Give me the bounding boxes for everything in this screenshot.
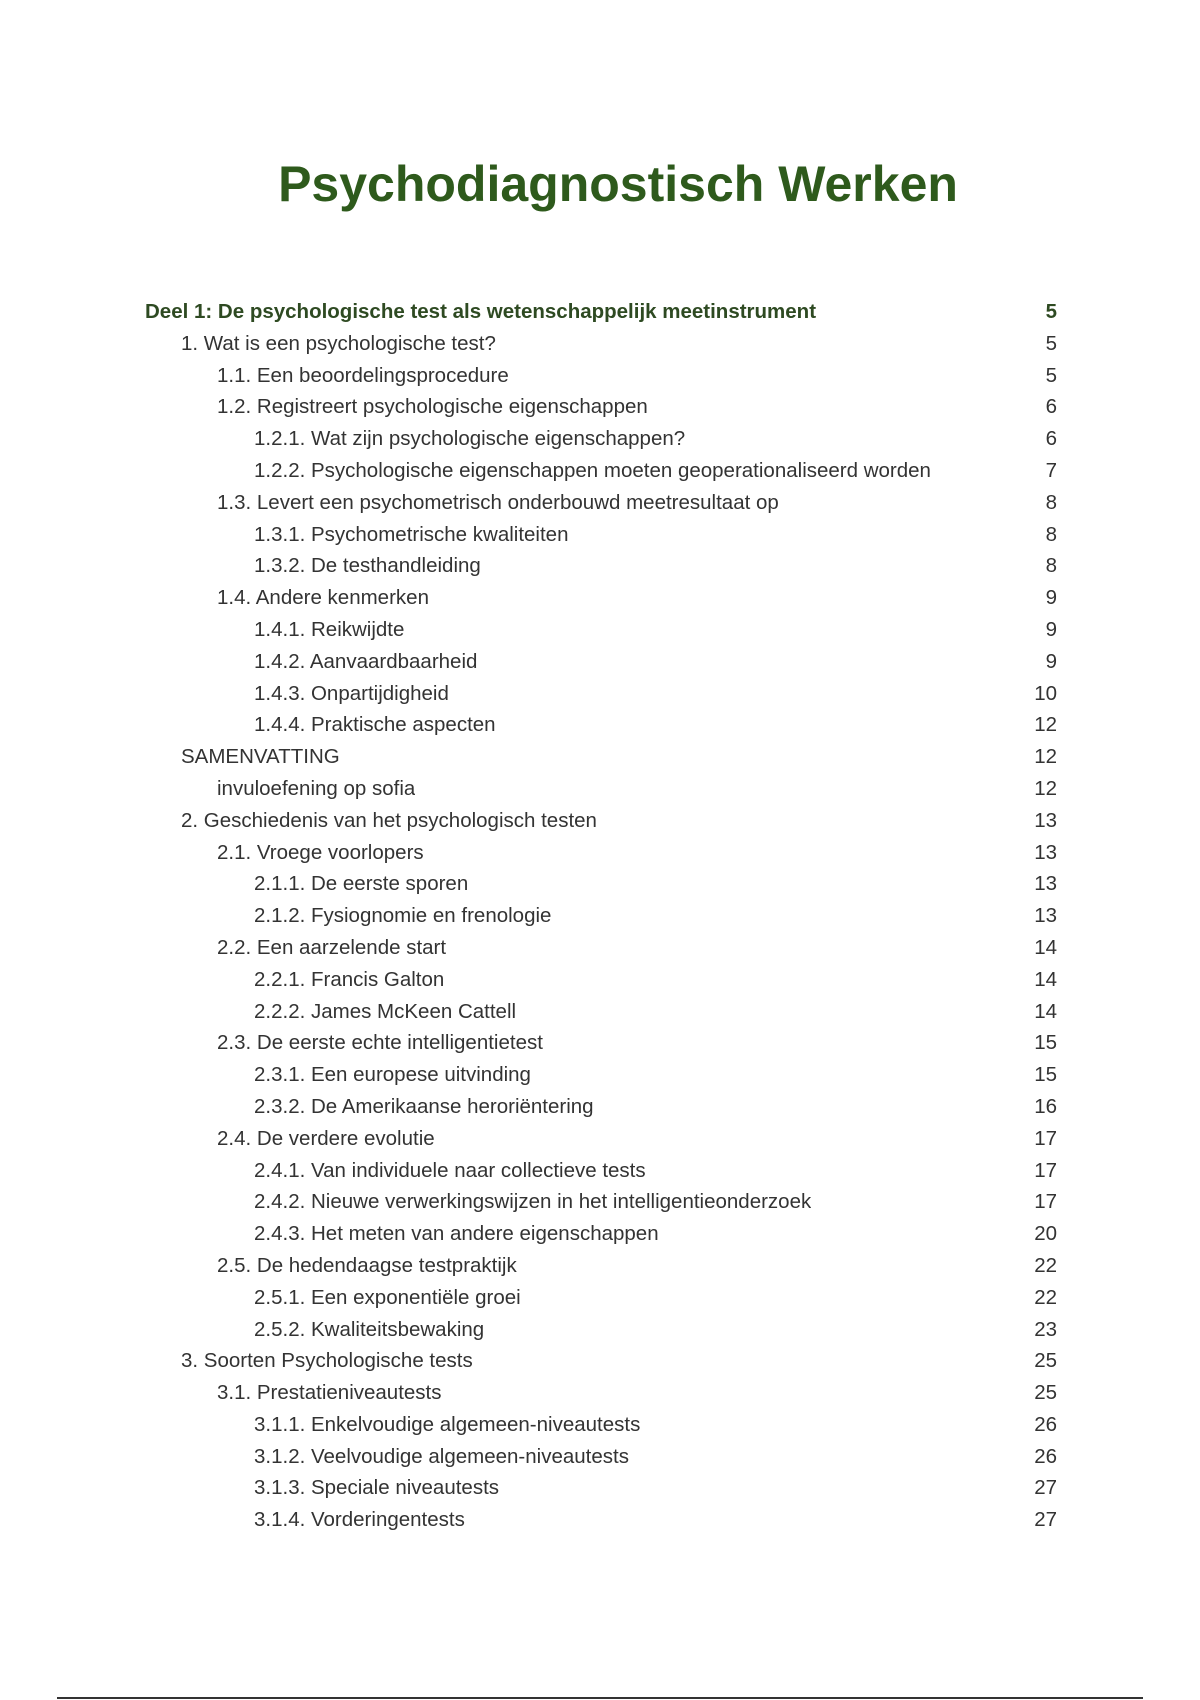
toc-entry[interactable]: [145, 1250, 1057, 1282]
toc-entry-title: 1.1. Een beoordelingsprocedure: [217, 363, 509, 387]
toc-entry-title: 2.4. De verdere evolutie: [217, 1126, 435, 1150]
toc-entry[interactable]: [145, 1155, 1057, 1187]
toc-entry-page-number: 10: [1034, 681, 1057, 705]
toc-entry[interactable]: [145, 550, 1057, 582]
toc-entry[interactable]: [145, 709, 1057, 741]
toc-entry-page-number: 14: [1034, 999, 1057, 1023]
toc-entry-page-number: 5: [1045, 331, 1057, 355]
toc-entry-title: 1.2.2. Psychologische eigenschappen moeten geoperationaliseerd worden: [254, 458, 931, 482]
toc-entry-page-number: 13: [1034, 840, 1057, 864]
toc-entry-page-number: 14: [1034, 967, 1057, 991]
toc-entry-page-number: 8: [1045, 522, 1057, 546]
toc-entry-title: SAMENVATTING: [181, 745, 340, 769]
toc-entry-title: 1.4.4. Praktische aspecten: [254, 713, 496, 737]
toc-entry-title: 1. Wat is een psychologische test?: [181, 331, 496, 355]
toc-entry-title: 1.3.2. De testhandleiding: [254, 554, 481, 578]
footer-divider: [57, 1697, 1143, 1699]
toc-entry-title: 3.1.1. Enkelvoudige algemeen-niveautests: [254, 1412, 641, 1436]
toc-entry-page-number: 22: [1034, 1253, 1057, 1277]
toc-entry[interactable]: [145, 1282, 1057, 1314]
toc-entry-title: 3.1. Prestatieniveautests: [217, 1381, 442, 1405]
toc-entry[interactable]: [145, 1314, 1057, 1346]
toc-entry[interactable]: [145, 614, 1057, 646]
toc-entry-page-number: 15: [1034, 1063, 1057, 1087]
toc-entry-page-number: 15: [1034, 1031, 1057, 1055]
toc-entry[interactable]: [145, 296, 1057, 328]
toc-entry-page-number: 17: [1034, 1126, 1057, 1150]
toc-entry-title: 2.5. De hedendaagse testpraktijk: [217, 1253, 517, 1277]
toc-entry-title: 2.2.2. James McKeen Cattell: [254, 999, 517, 1023]
table-of-contents: [145, 296, 1057, 1536]
toc-entry-page-number: 12: [1034, 713, 1057, 737]
toc-entry-page-number: 27: [1034, 1476, 1057, 1500]
toc-entry[interactable]: [145, 1123, 1057, 1155]
toc-entry[interactable]: [145, 423, 1057, 455]
toc-entry[interactable]: [145, 646, 1057, 678]
toc-entry[interactable]: [145, 773, 1057, 805]
toc-entry-title: 2.5.1. Een exponentiële groei: [254, 1285, 521, 1309]
toc-entry-title: 2.3.2. De Amerikaanse heroriëntering: [254, 1094, 594, 1118]
toc-entry-title: 2.1.1. De eerste sporen: [254, 872, 469, 896]
toc-entry[interactable]: [145, 837, 1057, 869]
toc-entry-page-number: 5: [1045, 300, 1057, 323]
toc-entry[interactable]: [145, 1218, 1057, 1250]
toc-entry[interactable]: [145, 487, 1057, 519]
toc-entry-title: 2.4.2. Nieuwe verwerkingswijzen in het intelligentieonderzoek: [254, 1190, 812, 1214]
toc-entry[interactable]: [145, 360, 1057, 392]
toc-entry-page-number: 14: [1034, 935, 1057, 959]
toc-entry-page-number: 25: [1034, 1349, 1057, 1373]
toc-entry-title: 2.3.1. Een europese uitvinding: [254, 1063, 531, 1087]
toc-entry[interactable]: [145, 1377, 1057, 1409]
toc-entry[interactable]: [145, 391, 1057, 423]
toc-entry-page-number: 6: [1045, 395, 1057, 419]
toc-entry[interactable]: [145, 964, 1057, 996]
toc-entry[interactable]: [145, 900, 1057, 932]
page-title: Psychodiagnostisch Werken: [278, 156, 958, 212]
toc-entry-title: 2.1. Vroege voorlopers: [217, 840, 424, 864]
toc-entry-title: 2.2.1. Francis Galton: [254, 967, 445, 991]
toc-entry-title: 2.4.3. Het meten van andere eigenschappen: [254, 1222, 659, 1246]
toc-entry[interactable]: [145, 582, 1057, 614]
toc-entry-page-number: 26: [1034, 1412, 1057, 1436]
toc-entry-page-number: 17: [1034, 1190, 1057, 1214]
toc-entry-page-number: 5: [1045, 363, 1057, 387]
toc-entry-page-number: 9: [1045, 649, 1057, 673]
toc-entry[interactable]: [145, 1504, 1057, 1536]
toc-entry[interactable]: [145, 932, 1057, 964]
toc-entry-page-number: 26: [1034, 1444, 1057, 1468]
toc-entry-page-number: 9: [1045, 617, 1057, 641]
toc-entry-title: 3.1.3. Speciale niveautests: [254, 1476, 500, 1500]
toc-entry[interactable]: [145, 328, 1057, 360]
toc-entry-title: 3.1.2. Veelvoudige algemeen-niveautests: [254, 1444, 629, 1468]
toc-entry-page-number: 13: [1034, 808, 1057, 832]
toc-entry-page-number: 13: [1034, 872, 1057, 896]
toc-entry-title: 3. Soorten Psychologische tests: [181, 1349, 473, 1373]
toc-entry[interactable]: [145, 996, 1057, 1028]
toc-entry[interactable]: [145, 1186, 1057, 1218]
toc-entry[interactable]: [145, 1345, 1057, 1377]
toc-entry-page-number: 22: [1034, 1285, 1057, 1309]
toc-entry-page-number: 7: [1045, 458, 1057, 482]
toc-entry[interactable]: [145, 868, 1057, 900]
toc-entry-title: 1.2.1. Wat zijn psychologische eigenschappen?: [254, 427, 686, 451]
toc-entry-title: 2.1.2. Fysiognomie en frenologie: [254, 904, 552, 928]
toc-entry[interactable]: [145, 1409, 1057, 1441]
toc-entry[interactable]: [145, 1059, 1057, 1091]
toc-entry-title: 3.1.4. Vorderingentests: [254, 1508, 465, 1532]
toc-entry-page-number: 17: [1034, 1158, 1057, 1182]
toc-entry[interactable]: [145, 1441, 1057, 1473]
toc-entry[interactable]: [145, 1027, 1057, 1059]
toc-entry[interactable]: [145, 805, 1057, 837]
toc-entry-title: 2.3. De eerste echte intelligentietest: [217, 1031, 543, 1055]
toc-entry[interactable]: [145, 678, 1057, 710]
toc-entry[interactable]: [145, 1091, 1057, 1123]
toc-entry-page-number: 25: [1034, 1381, 1057, 1405]
toc-entry-page-number: 9: [1045, 586, 1057, 610]
toc-entry-page-number: 16: [1034, 1094, 1057, 1118]
toc-entry[interactable]: [145, 741, 1057, 773]
toc-entry-page-number: 6: [1045, 427, 1057, 451]
toc-entry-page-number: 8: [1045, 554, 1057, 578]
toc-entry-page-number: 13: [1034, 904, 1057, 928]
toc-entry-title: 1.2. Registreert psychologische eigenschappen: [217, 395, 648, 419]
toc-entry-title: 1.4. Andere kenmerken: [217, 586, 429, 610]
toc-entry-page-number: 20: [1034, 1222, 1057, 1246]
toc-entry-page-number: 8: [1045, 490, 1057, 514]
toc-entry-page-number: 12: [1034, 776, 1057, 800]
toc-entry[interactable]: [145, 1472, 1057, 1504]
toc-entry-title: 1.3. Levert een psychometrisch onderbouwd meetresultaat op: [217, 490, 779, 514]
toc-entry-title: 2.2. Een aarzelende start: [217, 935, 447, 959]
toc-entry-page-number: 12: [1034, 745, 1057, 769]
toc-entry-title: 1.4.3. Onpartijdigheid: [254, 681, 449, 705]
toc-entry-title: Deel 1: De psychologische test als wetenschappelijk meetinstrument: [145, 300, 817, 323]
toc-entry-title: 1.4.2. Aanvaardbaarheid: [254, 649, 478, 673]
toc-entry-title: 2.5.2. Kwaliteitsbewaking: [254, 1317, 485, 1341]
toc-entry-title: 1.3.1. Psychometrische kwaliteiten: [254, 522, 569, 546]
toc-entry-page-number: 23: [1034, 1317, 1057, 1341]
toc-entry-title: 2. Geschiedenis van het psychologisch testen: [181, 808, 597, 832]
toc-entry-page-number: 27: [1034, 1508, 1057, 1532]
toc-entry-title: 1.4.1. Reikwijdte: [254, 617, 405, 641]
toc-entry[interactable]: [145, 519, 1057, 551]
toc-entry[interactable]: [145, 455, 1057, 487]
toc-entry-title: invuloefening op sofia: [217, 776, 416, 800]
toc-entry-title: 2.4.1. Van individuele naar collectieve tests: [254, 1158, 646, 1182]
